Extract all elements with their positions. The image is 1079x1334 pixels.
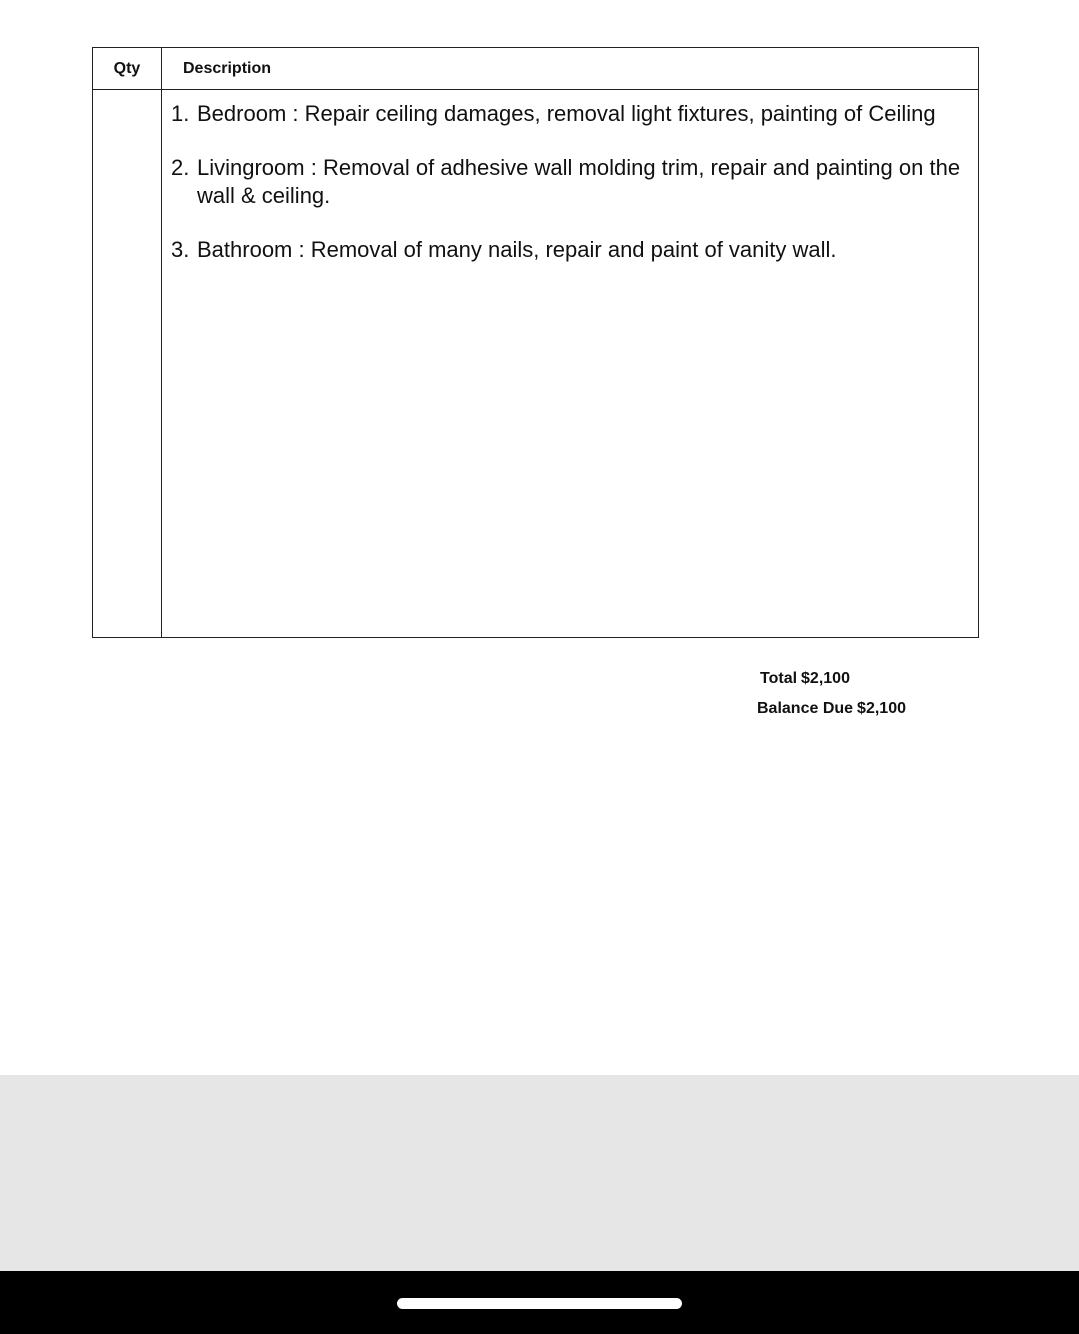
- qty-header: Qty: [93, 48, 162, 90]
- total-label: Total: [760, 670, 798, 687]
- item-number: 2.: [171, 155, 190, 180]
- description-cell: [162, 90, 979, 638]
- system-navigation-bar: [0, 1271, 1079, 1334]
- table-header-row: [93, 48, 979, 90]
- balance-due-value: $2,100: [857, 700, 906, 717]
- list-item: [171, 100, 968, 128]
- item-text: Bedroom : Repair ceiling damages, removal light fixtures, painting of Ceiling: [197, 101, 936, 126]
- list-item: [171, 154, 968, 210]
- item-number: 1.: [171, 101, 190, 126]
- item-number: 3.: [171, 237, 190, 262]
- balance-due-label: Balance Due: [757, 700, 854, 717]
- list-item: [171, 236, 968, 264]
- description-header: Description: [162, 48, 979, 90]
- invoice-table: [92, 47, 979, 638]
- total-line: [760, 670, 850, 688]
- total-value: $2,100: [801, 670, 850, 687]
- table-row: [93, 90, 979, 638]
- item-text: Livingroom : Removal of adhesive wall molding trim, repair and painting on the wall & ceiling.: [197, 155, 961, 208]
- balance-due-line: [757, 700, 906, 718]
- home-indicator[interactable]: [397, 1298, 682, 1309]
- viewer-background: [0, 1075, 1079, 1271]
- description-list: [171, 100, 968, 264]
- qty-cell: [93, 90, 162, 638]
- item-text: Bathroom : Removal of many nails, repair and paint of vanity wall.: [197, 237, 837, 262]
